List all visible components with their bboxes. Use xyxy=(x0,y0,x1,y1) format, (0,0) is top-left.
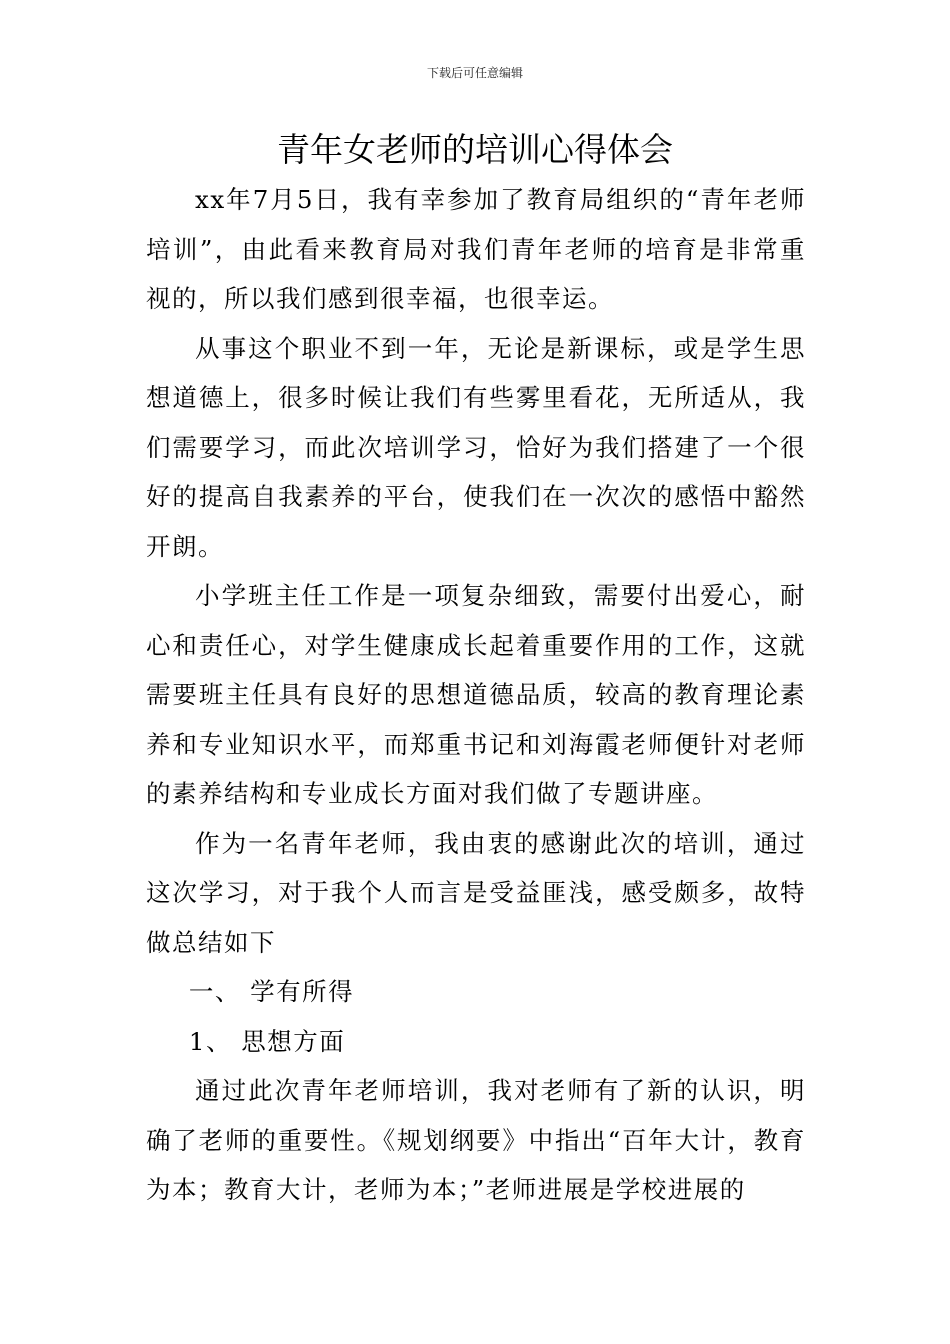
paragraph-1: xx年7月5日，我有幸参加了教育局组织的“青年老师培训”，由此看来教育局对我们青年老师的培育是非常重视的，所以我们感到很幸福，也很幸运。 xyxy=(146,185,806,313)
paragraph-2: 从事这个职业不到一年，无论是新课标，或是学生思想道德上，很多时候让我们有些雾里看花，无所适从，我们需要学习，而此次培训学习，恰好为我们搭建了一个很好的提高自我素养的平台，使我们在一次次的感悟中豁然开朗。 xyxy=(146,333,806,561)
paragraph-3: 小学班主任工作是一项复杂细致，需要付出爱心，耐心和责任心，对学生健康成长起着重要作用的工作，这就需要班主任具有良好的思想道德品质，较高的教育理论素养和专业知识水平，而郑重书记和刘海霞老师便针对老师的素养结构和专业成长方面对我们做了专题讲座。 xyxy=(146,581,806,808)
subsection-heading: 1、 思想方面 xyxy=(188,1026,346,1056)
document-title: 青年女老师的培训心得体会 xyxy=(277,130,673,169)
header-note: 下载后可任意编辑 xyxy=(426,66,523,80)
paragraph-5: 通过此次青年老师培训，我对老师有了新的认识，明确了老师的重要性。《规划纲要》中指出“百年大计，教育为本；教育大计，老师为本；”老师进展是学校进展的 xyxy=(146,1076,806,1204)
document-body xyxy=(146,175,806,1215)
section-heading: 一、 学有所得 xyxy=(188,977,355,1006)
paragraph-4: 作为一名青年老师，我由衷的感谢此次的培训，通过这次学习，对于我个人而言是受益匪浅，感受颇多，故特做总结如下 xyxy=(146,828,806,957)
